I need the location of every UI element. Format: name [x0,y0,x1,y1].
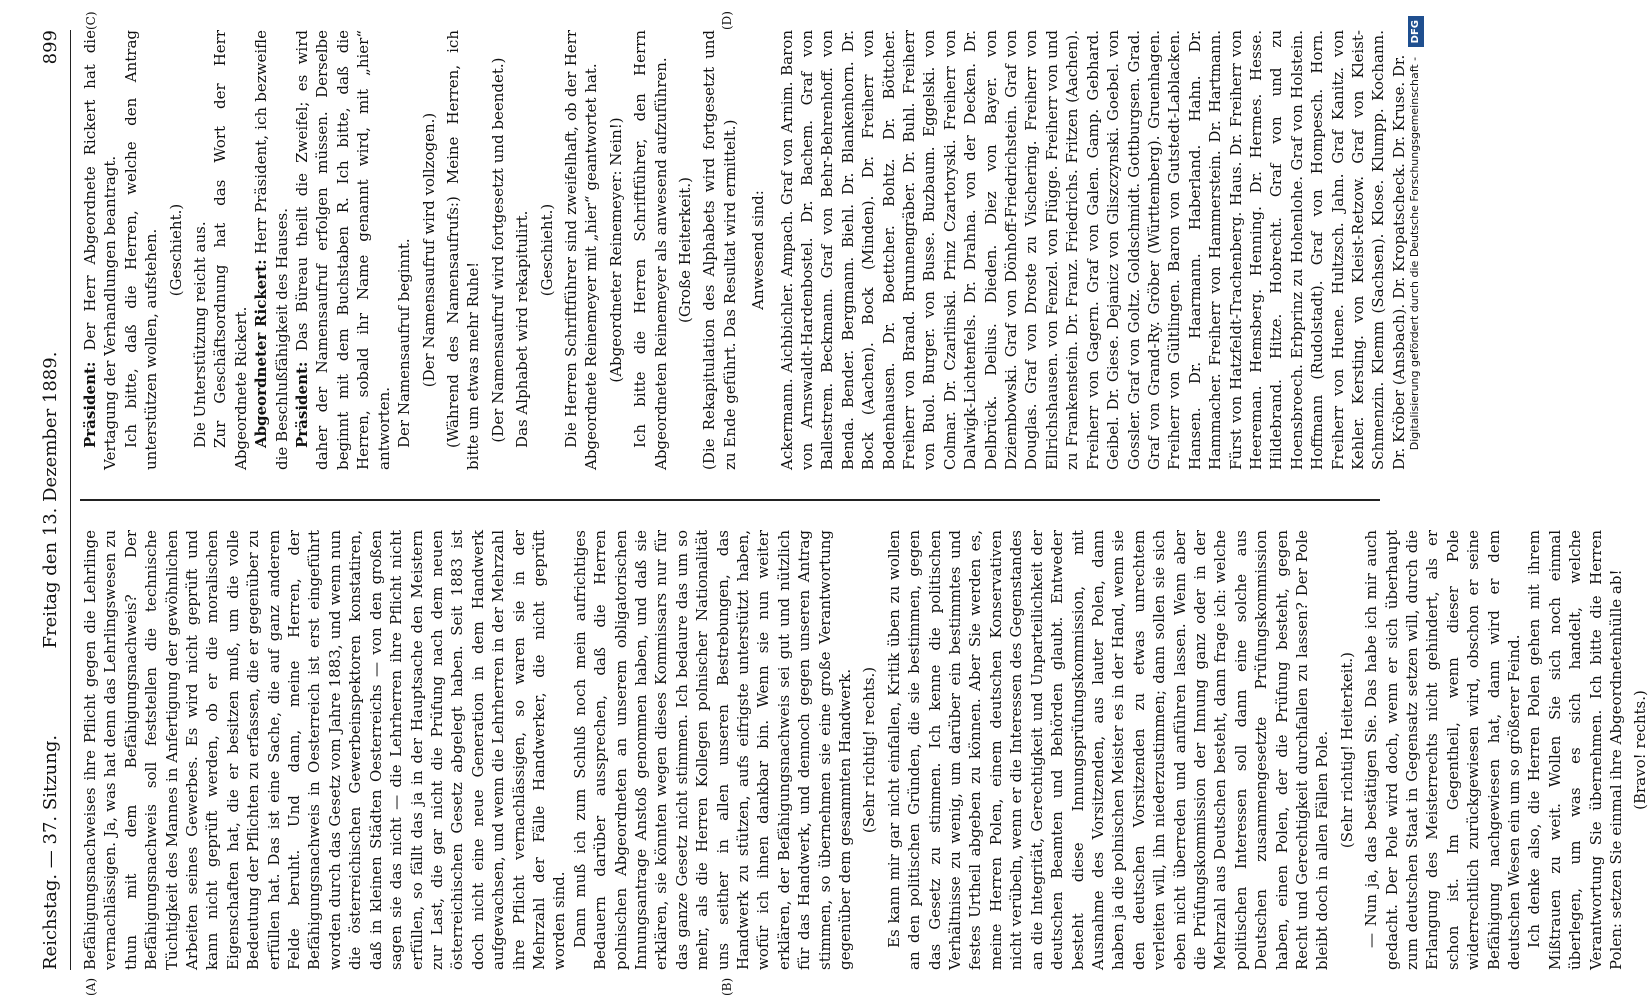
stage-direction: (Bravo! rechts.) [1631,690,1650,810]
digitization-note [1402,0,1428,1000]
paragraph: — Nun ja, das bestätigen Sie. Das habe ich mir auch gedacht. Der Pole wird doch, wenn er sich überhaupt zum deutschen Staat in Gegensatz setzen will, durch die Erlangung des Meisterrechts nicht gehindert, als er schon ist. Im Gegentheil, wenn dieser Pole widerrechtlich zurückgewiesen wird, obschon er seine Befähigung nachgewiesen hat, dann wird er dem deutschen Wesen ein um so größerer Feind. [1362,530,1524,970]
paragraph: Ich bitte die Herren Schriftführer, den Herrn Abgeordneten Reinemeyer als anwesend aufzuführen. [631,30,670,470]
margin-mark-b: (B) [720,977,734,996]
dfg-logo: DFG [1408,16,1424,47]
paragraph: Ich denke also, die Herren Polen gehen mit ihrem Mißtrauen zu weit. Wollen Sie sich noch einmal überlegen, um was es sich handelt, welche Verantwortung Sie übernehmen. Ich bitte die Herren Polen: setzen Sie einmal ihre Abgeordnetenhülle ab! [1525,530,1626,970]
page-header [10,30,71,970]
header-date: Freitag den 13. Dezember 1889. [40,351,61,649]
digitization-note-text: Digitalisierung gefördert durch die Deutsche Forschungsgemeinschaft - [1408,56,1421,451]
present-heading: Anwesend sind: [749,190,768,310]
stage-direction: (Die Rekapitulation des Alphabets wird fortgesetzt und zu Ende geführt. Das Resultat wird ermittelt.) [700,30,739,470]
speaker-name: Abgeordneter Rickert: [252,259,271,448]
header-page-number: 899 [40,30,61,65]
paragraph: Dann muß ich zum Schluß noch mein aufrichtiges Bedauern darüber aussprechen, daß die Herren polnischen Abgeordneten an unserem obligatorischen Innungsantrage Anstoß genommen haben, und daß sie erklären, sie könnten wegen dieses Kommissars nur für das ganze Gesetz nicht stimmen. Ich bedaure das um so mehr, als die Herren Kollegen polnischer Nationalität uns seither in allen unseren Bestrebungen, das Handwerk zu stützen, aufs eifrigste unterstützt haben, wofür ich ihnen dankbar bin. Wenn sie nun weiter erklären, der Befähigungsnachweis sei gut und nützlich für das Handwerk, und dennoch gegen unseren Antrag stimmen, so übernehmen sie eine große Verantwortung gegenüber dem gesammten Handwerk. [570,530,855,970]
margin-mark-a: (A) [84,977,98,996]
paragraph: Ich bitte, daß die Herren, welche den Antrag unterstützen wollen, aufstehen. [121,30,161,470]
column-divider [80,500,1380,502]
paragraph: Das Alphabet wird rekapitulirt. [513,210,532,448]
stage-direction: (Sehr richtig! rechts.) [860,666,879,834]
margin-mark-c: (C) [84,11,98,30]
stage-direction: (Große Heiterkeit.) [675,177,694,323]
stage-direction: (Geschieht.) [537,203,556,297]
stage-direction: (Sehr richtig! Heiterkeit.) [1337,651,1356,849]
right-column [80,30,1408,470]
speaker-name: Präsident: [293,361,312,448]
paragraph: Befähigungsnachweises ihre Pflicht gegen die Lehrlinge vernachlässigen. Ja, was hat denn das Lehrlingswesen zu thun mit dem Befähigungsnachweis? Der Befähigungsnachweis soll feststellen die technische Tüchtigkeit des Mannes in Anfertigung der gewöhnlichen Arbeiten seines Gewerbes. Es wird nicht geprüft und kann nicht geprüft werden, ob er die moralischen Eigenschaften hat, die er besitzen muß, um die volle Bedeutung der Pflichten zu erfassen, die er gegenüber zu erfüllen hat. Das ist eine Sache, die auf ganz anderem Felde beruht. Und dann, meine Herren, der Befähigungsnachweis in Oesterreich ist erst eingeführt worden durch das Gesetz vom Jahre 1883, und wenn nun die österreichischen Gewerbeinspektoren konstatiren, daß in kleinen Städten Oesterreichs — von den großen sagen sie das nicht — die Lehrherren ihre Pflicht nicht erfüllen, so fällt das ja in der Hauptsache den Meistern zur Last, die gar nicht die Prüfung nach dem neuen österreichischen Gesetz abgelegt haben. Seit 1883 ist doch nicht eine neue Generation in dem Handwerk aufgewachsen, und wenn die Lehrherren in der Mehrzahl ihre Pflicht vernachlässigen, so waren sie in der Mehrzahl der Fälle Handwerker, die nicht geprüft worden sind. [81,530,569,970]
left-column [80,530,1650,970]
paragraph: Das Büreau theilt die Zweifel; es wird daher der Namensaufruf erfolgen müssen. Derselbe beginnt mit dem Buchstaben R. Ich bitte, daß die Herren, sobald ihr Name genannt wird, mit „hier“ antworten. [293,30,393,470]
stage-direction: (Geschieht.) [166,203,185,297]
paragraph: Es kann mir gar nicht einfallen, Kritik üben zu wollen an den politischen Gründen, die sie bestimmen, gegen das Gesetz zu stimmen. Ich kenne die politischen Verhältnisse zu wenig, um darüber ein bestimmtes und festes Urtheil abgeben zu können. Aber Sie werden es, meine Herren Polen, einem deutschen Konservativen nicht verübeln, wenn er die Interessen des Gegenstandes an die Integrität, Gerechtigkeit und Unparteilichkeit der deutschen Beamten und Behörden glaubt. Entweder besteht diese Innungsprüfungskommission, mit Ausnahme des Vorsitzenden, aus lauter Polen, dann haben ja die polnischen Meister es in der Hand, wenn sie den deutschen Vorsitzenden zu etwas unrechtem verleiten will, ihn niederzustimmen; dann sollen sie sich eben nicht überreden und anführen lassen. Wenn aber die Prüfungskommission der Innung ganz oder in der Mehrzahl aus Deutschen besteht, dann frage ich: welche politischen Interessen soll dann eine solche aus Deutschen zusammengesetzte Prüfungskommission haben, einen Polen, der die Prüfung besteht, gegen Recht und Gerechtigkeit durchfallen zu lassen? Der Pole bleibt doch in allen Fällen Pole. [884,530,1332,970]
stage-direction: (Während des Namensaufrufs:) Meine Herren, ich bitte um etwas mehr Ruhe! [443,30,483,470]
paragraph: Die Unterstützung reicht aus. [191,221,210,448]
paragraph: Die Herren Schriftführer sind zweifelhaft, ob der Herr Abgeordnete Reinemeyer mit „hier“ geantwortet hat. [561,30,601,470]
paragraph: Der Namensaufruf beginnt. [395,238,414,448]
margin-mark-d: (D) [720,11,734,30]
stage-direction: (Der Namensaufruf wird fortgesetzt und beendet.) [488,57,507,443]
header-session: Reichstag. — 37. Sitzung. [40,734,61,970]
stage-direction: (Der Namensaufruf wird vollzogen.) [419,112,438,388]
paragraph: Der Herr Abgeordnete Rickert hat die Vertagung der Verhandlungen beantragt. [81,30,120,470]
paragraph: Zur Geschäftsordnung hat das Wort der Herr Abgeordnete Rickert. [211,30,250,470]
stage-direction: (Abgeordneter Reinemeyer: Nein!) [606,117,625,383]
speaker-name: Präsident: [81,361,99,448]
paragraph: Herr Präsident, ich bezweifle die Beschlußfähigkeit des Hauses. [252,30,291,470]
present-list: Ackermann. Aichbichler. Ampach. Graf von Arnim. Baron von Arnswaldt-Hardenbostel. Dr. Bachem. Graf von Ballestrem. Beckmann. Graf von Behr-Behrenhoff. von Benda. Bender. Bergmann. Biehl. Dr. Blankenhorn. Dr. Bock (Aachen). Bock (Minden). Dr. Freiherr von Bodenhausen. Dr. Boettcher. Bohtz. Dr. Böttcher. Freiherr von Brand. Brunnengräber. Dr. Buhl. Freiherr von Buol. Burger. von Busse. Buzbaum. Eggelski. von Colmar. Dr. Czarlinski. Prinz Czartoryski. Freiherr von Dalwigk-Lichtenfels. Dr. Drahna. von der Decken. Dr. Delbrück. Delius. Dieden. Diez von Bayer. von Dziembowski. Graf von Dönhoff-Friedrichstein. Graf von Douglas. Graf von Droste zu Vischering. Freiherr von Ellrichshausen. von Fenzel. von Flügge. Freiherr von und zu Frankenstein. Dr. Franz. Friedrichs. Fritzen (Aachen). Freiherr von Gagern. Graf von Galen. Gamp. Gebhard. Geibel. Dr. Giese. Dejanicz von Gliszczynski. Goebel. von Gossler. Graf von Goltz. Goldschmidt. Gottburgsen. Grad. Graf von Grand-Ry. Gröber (Württemberg). Gruenhagen. Freiherr von Gültlingen. Baron von Gutstedt-Lablacken. Hansen. Dr. Haarmann. Haberland. Hahn. Dr. Hammacher. Freiherr von Hammerstein. Dr. Hartmann. Fürst von Hatzfeldt-Trachenberg. Haus. Dr. Freiherr von Heereman. Hemsberg. Henning. Dr. Hermes. Hesse. Hildebrand. Hitze. Hobrecht. Graf von und zu Hoensbroech. Erbprinz zu Hohenlohe. Graf von Holstein. Hoffmann (Rudolstadt). Graf von Hompesch. Horn. Freiherr von Huene. Hultzsch. Jahn. Graf Kanitz. von Kehler. Kersting. von Kleist-Retzow. Graf von Kleist-Schmenzin. Klemm (Sachsen). Klose. Klumpp. Kochann. Dr. Kröber (Ansbach). Dr. Kropatscheck. Dr. Kruse. Dr. [777,30,1408,470]
